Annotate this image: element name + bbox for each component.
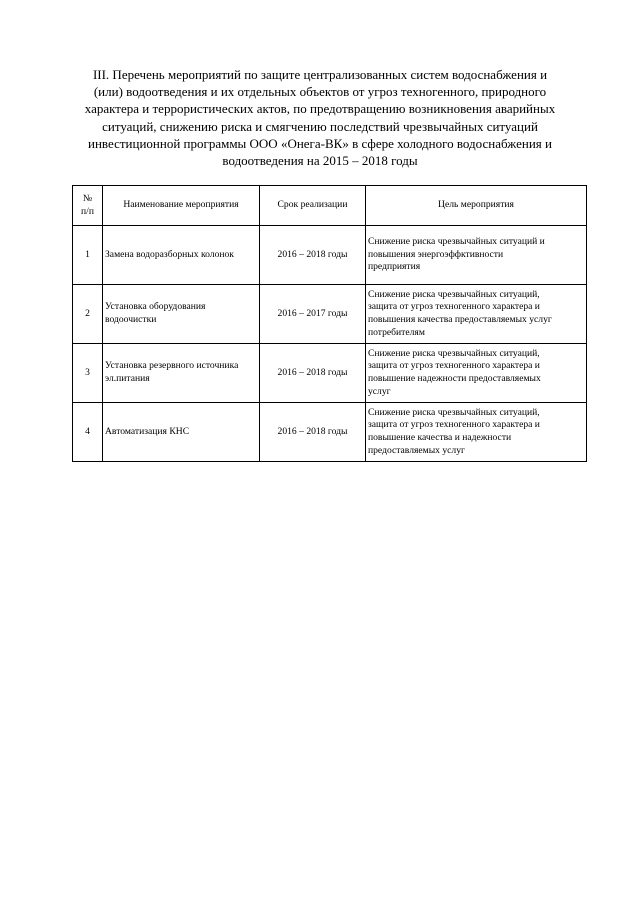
row-goal bbox=[366, 226, 587, 285]
row-goal-line: предприятия bbox=[368, 261, 421, 273]
row-goal-line: повышения энергоэффктивности bbox=[368, 248, 504, 260]
title-line: инвестиционной программы ООО «Онега-ВК» в сфере холодного водоснабжения и bbox=[88, 135, 552, 151]
row-goal-line: повышение качества и надежности bbox=[368, 432, 512, 443]
row-goal-line: повышение надежности предоставляемых bbox=[368, 373, 541, 384]
title-line: водоотведения на 2015 – 2018 годы bbox=[222, 153, 418, 169]
title-line: характера и террористических актов, по предотвращению возникновения аварийных bbox=[84, 101, 556, 117]
table-row bbox=[73, 285, 587, 344]
row-term: 2016 – 2018 годы bbox=[260, 403, 366, 462]
row-goal-line: Снижение риска чрезвычайных ситуаций, bbox=[368, 347, 540, 359]
row-goal-line: защита от угроз техногенного характера и bbox=[368, 301, 540, 313]
row-name-line: Установка резервного источника bbox=[105, 360, 239, 372]
row-goal bbox=[366, 403, 587, 462]
row-number: 4 bbox=[73, 403, 103, 462]
row-name bbox=[103, 344, 260, 403]
table-header-row bbox=[73, 186, 587, 226]
row-name-line: Автоматизация КНС bbox=[105, 425, 190, 437]
row-name bbox=[103, 285, 260, 344]
row-goal-line: услуг bbox=[368, 385, 391, 397]
row-number: 3 bbox=[73, 344, 103, 403]
header-term: Срок реализации bbox=[260, 186, 366, 226]
row-goal-line: защита от угроз техногенного характера и bbox=[368, 360, 540, 372]
title-line: III. Перечень мероприятий по защите централизованных систем водоснабжения и bbox=[92, 67, 548, 82]
row-goal-line: Снижение риска чрезвычайных ситуаций, bbox=[368, 288, 540, 300]
table-row bbox=[73, 344, 587, 403]
row-goal-line: Снижение риска чрезвычайных ситуаций, bbox=[368, 406, 540, 418]
header-name: Наименование мероприятия bbox=[103, 186, 260, 226]
row-term: 2016 – 2018 годы bbox=[260, 344, 366, 403]
row-name-line: Замена водоразборных колонок bbox=[105, 248, 234, 260]
row-name-line: водоочистки bbox=[105, 314, 157, 325]
row-name-line: эл.питания bbox=[105, 373, 150, 384]
row-name bbox=[103, 226, 260, 285]
header-number-abbr: п/п bbox=[81, 205, 94, 217]
row-term: 2016 – 2018 годы bbox=[260, 226, 366, 285]
row-goal bbox=[366, 285, 587, 344]
header-goal: Цель мероприятия bbox=[366, 186, 587, 226]
row-goal-line: предоставляемых услуг bbox=[368, 444, 465, 456]
measures-table bbox=[72, 185, 587, 462]
title-line: ситуаций, снижению риска и смягчению последствий чрезвычайных ситуаций bbox=[102, 118, 538, 134]
row-goal-line: потребителям bbox=[368, 326, 425, 338]
table-row bbox=[73, 226, 587, 285]
title-line: (или) водоотведения и их отдельных объектов от угроз техногенного, природного bbox=[93, 84, 547, 100]
header-number bbox=[73, 186, 103, 226]
row-goal bbox=[366, 344, 587, 403]
row-goal-line: защита от угроз техногенного характера и bbox=[368, 419, 540, 431]
row-goal-line: повышения качества предоставляемых услуг bbox=[368, 314, 552, 325]
row-number: 2 bbox=[73, 285, 103, 344]
row-number: 1 bbox=[73, 226, 103, 285]
document-title bbox=[75, 66, 565, 169]
table-row bbox=[73, 403, 587, 462]
row-term: 2016 – 2017 годы bbox=[260, 285, 366, 344]
row-name bbox=[103, 403, 260, 462]
header-number-symbol: № bbox=[82, 192, 93, 204]
row-name-line: Установка оборудования bbox=[105, 301, 206, 313]
row-goal-line: Снижение риска чрезвычайных ситуаций и bbox=[368, 236, 545, 248]
